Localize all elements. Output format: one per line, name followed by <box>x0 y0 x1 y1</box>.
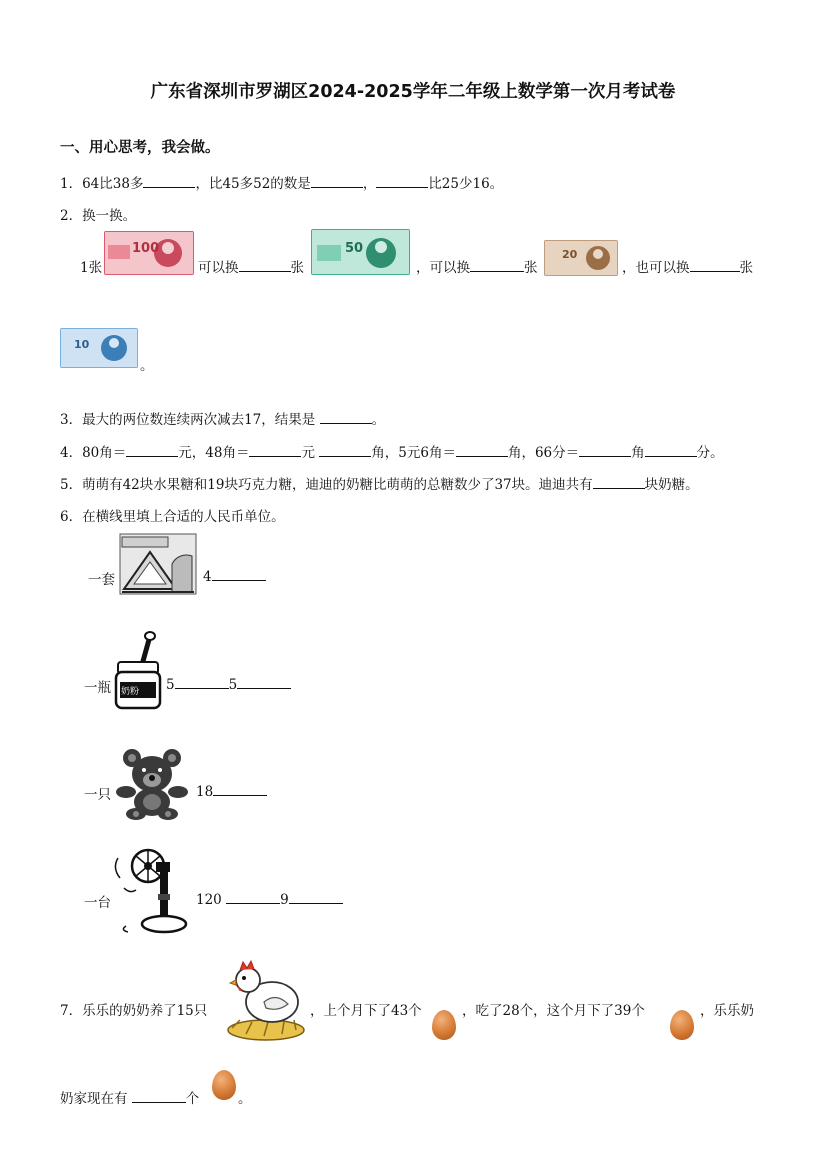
question-6-item-4: 一台 <box>84 895 111 911</box>
answer-blank[interactable] <box>289 891 343 904</box>
question-7-continued: 奶家现在有 个 <box>60 1091 200 1107</box>
question-5: 5．萌萌有42块水果糖和19块巧克力糖，迪迪的奶糖比萌萌的总糖数少了37块。迪迪共有 块奶糖。 <box>60 477 699 493</box>
teddy-bear-icon <box>116 748 188 820</box>
answer-blank[interactable] <box>319 444 371 457</box>
section-heading: 一、用心思考，我会做。 <box>60 140 220 156</box>
answer-blank[interactable] <box>213 783 267 796</box>
banknote-100-yuan-icon: 100 <box>104 231 194 275</box>
answer-blank[interactable] <box>237 676 291 689</box>
question-3: 3．最大的两位数连续两次减去17，结果是 。 <box>60 412 386 428</box>
answer-blank[interactable] <box>175 676 229 689</box>
banknote-50-yuan-icon: 50 <box>311 229 410 275</box>
hen-icon <box>224 958 306 1042</box>
milk-powder-jar-icon <box>112 630 162 710</box>
answer-blank[interactable] <box>579 444 631 457</box>
question-1: 1．64比38多 ，比45多52的数是 ， 比25少16。 <box>60 176 504 192</box>
question-6-label: 6．在横线里填上合适的人民币单位。 <box>60 509 285 525</box>
question-2-label: 2．换一换。 <box>60 208 137 224</box>
answer-blank[interactable] <box>143 175 195 188</box>
answer-blank[interactable] <box>249 444 301 457</box>
answer-blank[interactable] <box>690 259 740 272</box>
egg-icon <box>670 1010 694 1040</box>
answer-blank[interactable] <box>311 175 363 188</box>
question-6-item-2: 一瓶 <box>84 680 111 696</box>
banknote-20-yuan-icon: 20 <box>544 240 618 276</box>
answer-blank[interactable] <box>320 411 372 424</box>
ruler-set-icon <box>120 534 196 594</box>
answer-blank[interactable] <box>456 444 508 457</box>
answer-blank[interactable] <box>470 259 524 272</box>
question-7: 7．乐乐的奶奶养了15只 <box>60 1003 208 1019</box>
answer-blank[interactable] <box>226 891 280 904</box>
electric-fan-icon <box>116 848 190 934</box>
question-6-item-3: 一只 <box>84 787 111 803</box>
egg-icon <box>432 1010 456 1040</box>
answer-blank[interactable] <box>593 476 645 489</box>
answer-blank[interactable] <box>132 1090 186 1103</box>
banknote-10-yuan-icon: 10 <box>60 328 138 368</box>
answer-blank[interactable] <box>376 175 428 188</box>
egg-icon <box>212 1070 236 1100</box>
question-2-row: 1张 <box>80 260 103 276</box>
page-title: 广东省深圳市罗湖区2024-2025学年二年级上数学第一次月考试卷 <box>150 82 676 102</box>
answer-blank[interactable] <box>126 444 178 457</box>
answer-blank[interactable] <box>239 259 291 272</box>
question-4: 4．80角＝ 元，48角＝ 元 角，5元6角＝ 角，66分＝ 角 分。 <box>60 445 724 461</box>
answer-blank[interactable] <box>645 444 697 457</box>
answer-blank[interactable] <box>212 568 266 581</box>
question-6-item-1: 一套 <box>88 572 115 588</box>
